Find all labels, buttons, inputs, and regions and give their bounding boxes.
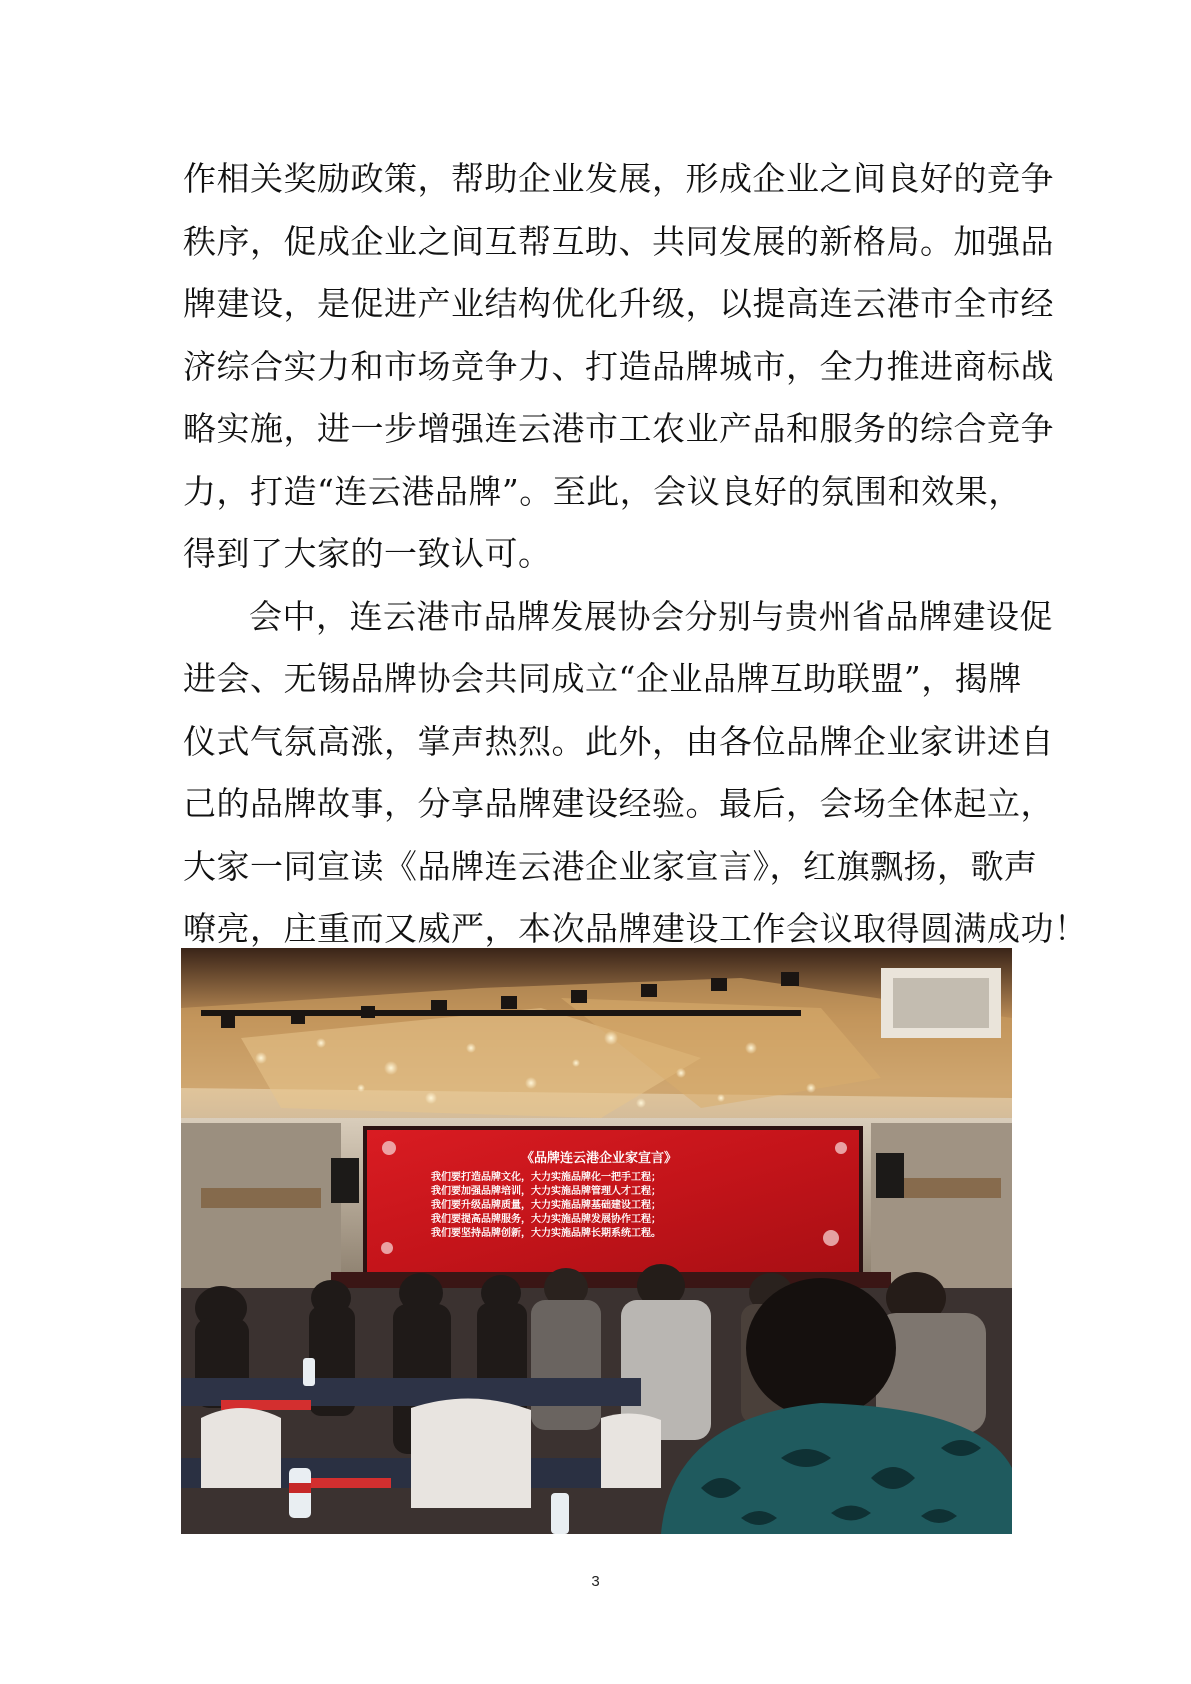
screen-line: 我们要加强品牌培训，大力实施品牌管理人才工程； xyxy=(431,1186,661,1197)
text-line: 嘹亮，庄重而又威严，本次品牌建设工作会议取得圆满成功！ xyxy=(183,909,1088,948)
text-line: 得到了大家的一致认可。 xyxy=(183,534,552,573)
paragraph-2 xyxy=(183,586,1088,961)
text-line: 济综合实力和市场竞争力、打造品牌城市，全力推进商标战 xyxy=(183,346,1054,386)
paragraph-1 xyxy=(183,148,1054,586)
text-line: 牌建设，是促进产业结构优化升级，以提高连云港市全市经 xyxy=(183,284,1054,323)
screen-line: 我们要打造品牌文化，大力实施品牌化一把手工程； xyxy=(431,1172,661,1183)
screen-line: 我们要坚持品牌创新，大力实施品牌长期系统工程。 xyxy=(431,1228,661,1239)
right-wall-panel xyxy=(871,1123,1012,1288)
text-line: 略实施，进一步增强连云港市工农业产品和服务的综合竞争 xyxy=(183,409,1054,448)
text-line: 会中，连云港市品牌发展协会分别与贵州省品牌建设促 xyxy=(249,596,1053,636)
conference-photo xyxy=(181,948,1012,1534)
screen-title: 《品牌连云港企业家宣言》 xyxy=(521,1151,678,1166)
text-line: 秩序，促成企业之间互帮互助、共同发展的新格局。加强品 xyxy=(183,221,1054,261)
text-line: 仪式气氛高涨，掌声热烈。此外，由各位品牌企业家讲述自 xyxy=(183,721,1054,761)
text-line: 大家一同宣读《品牌连云港企业家宣言》，红旗飘扬，歌声 xyxy=(183,846,1038,886)
foreground-person-head xyxy=(746,1278,896,1418)
speaker xyxy=(331,1158,359,1203)
screen-line: 我们要提高品牌服务，大力实施品牌发展协作工程； xyxy=(431,1214,661,1225)
body-text xyxy=(183,148,1088,961)
text-line: 己的品牌故事，分享品牌建设经验。最后，会场全体起立， xyxy=(183,784,1054,823)
text-line: 作相关奖励政策，帮助企业发展，形成企业之间良好的竞争 xyxy=(183,159,1054,198)
screen-line: 我们要升级品牌质量，大力实施品牌基础建设工程； xyxy=(431,1200,661,1211)
speaker xyxy=(876,1153,904,1198)
text-line: 力，打造“连云港品牌”。至此，会议良好的氛围和效果， xyxy=(183,471,1022,511)
page-number: 3 xyxy=(591,1573,600,1590)
text-line: 进会、无锡品牌协会共同成立“企业品牌互助联盟”，揭牌 xyxy=(183,659,1022,698)
